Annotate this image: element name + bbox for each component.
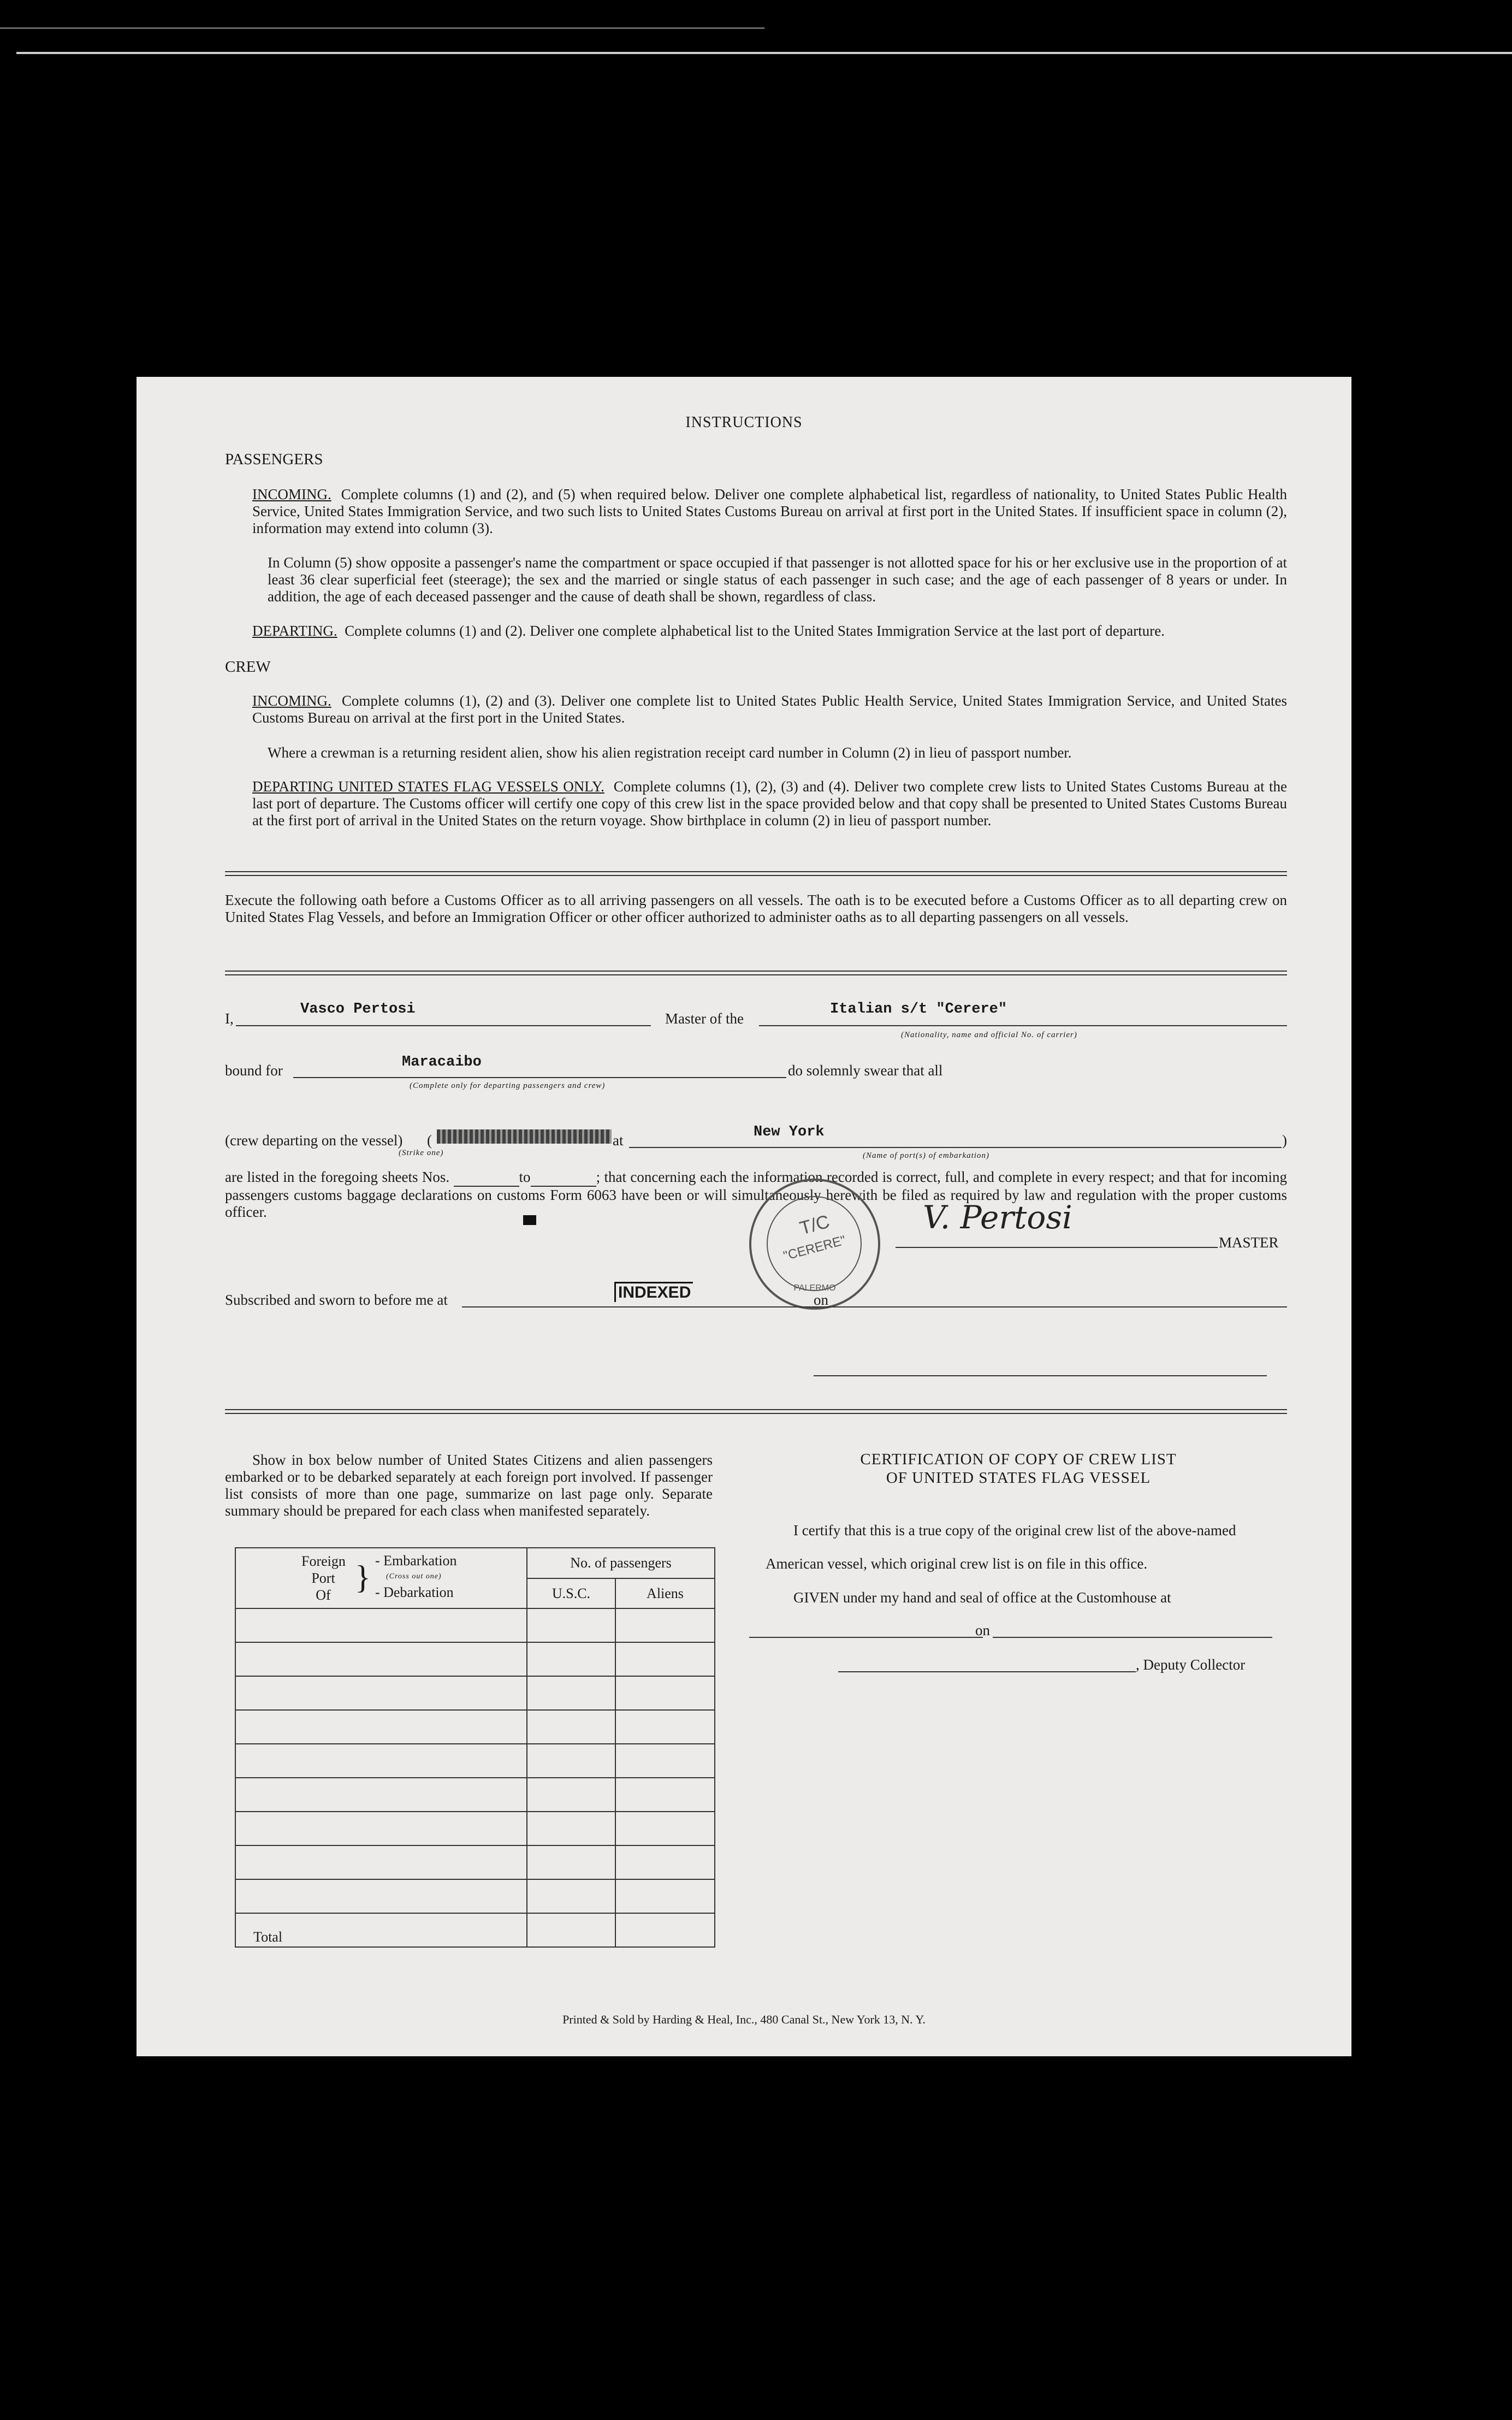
- bound-caption: (Complete only for departing passengers and crew): [410, 1081, 606, 1090]
- crew-departing-oath-label: (crew departing on the vessel): [225, 1132, 403, 1149]
- usc-header: U.S.C.: [527, 1578, 615, 1608]
- stamp-mid-text: "CERERE": [781, 1233, 847, 1264]
- stamp-bottom-text: PALERMO: [793, 1283, 836, 1293]
- crew-departing-text: Complete columns (1), (2), (3) and (4). Deliver two complete crew lists to United States Customs Bureau at the last port of departure. The Customs officer will certify one copy of this crew list in the space provided below and that copy shall be presented to United States Customs Bureau at the first port of arrival in the United States on the return voyage. Show birthplace in column (2) in lieu of passport number.: [252, 778, 1288, 829]
- master-name-line: [236, 1025, 651, 1026]
- crew-incoming: [252, 693, 1287, 726]
- printer-footer: Printed & Sold by Harding & Heal, Inc., 480 Canal St., New York 13, N. Y.: [562, 2013, 926, 2026]
- table-row[interactable]: [235, 1642, 715, 1676]
- embarkation-option[interactable]: - Embarkation: [375, 1553, 457, 1569]
- foreign-label: Foreign: [301, 1553, 346, 1569]
- vessel-line: [759, 1025, 1287, 1026]
- on-label: on: [814, 1292, 828, 1308]
- divider: [225, 875, 1287, 876]
- certification-date-line[interactable]: [993, 1637, 1272, 1638]
- total-row[interactable]: [235, 1913, 715, 1947]
- ink-blot: [523, 1215, 536, 1225]
- certification-text1: I certify that this is a true copy of the original crew list of the above-named: [793, 1522, 1236, 1539]
- table-row[interactable]: [235, 1812, 715, 1845]
- divider: [225, 1409, 1287, 1410]
- foreign-port-header: Foreign Port Of } - Embarkation (Cross out one) - Debarkation: [235, 1548, 527, 1608]
- stamp-top-text: T/C: [797, 1211, 832, 1239]
- sheet-from-field[interactable]: [454, 1169, 519, 1187]
- master-signature: V. Pertosi: [923, 1199, 1072, 1236]
- correct-text: ; that concerning each the information recorded is correct, full, and complete in every respect; and that for incoming passengers customs baggage declarations on customs Form 6063 have been or will simultaneously herewith be filed as required by law and regulation with the proper customs officer.: [225, 1169, 1287, 1220]
- i-label: I,: [225, 1010, 234, 1027]
- passengers-heading: PASSENGERS: [225, 451, 323, 468]
- bound-for-label: bound for: [225, 1062, 283, 1079]
- certification-title-line2: OF UNITED STATES FLAG VESSEL: [886, 1469, 1151, 1487]
- crew-departing-label: DEPARTING UNITED STATES FLAG VESSELS ONLY.: [252, 778, 604, 795]
- paren-open: (: [427, 1132, 432, 1149]
- table-row[interactable]: [235, 1710, 715, 1744]
- document-page: [137, 377, 1351, 2056]
- passengers-departing: [252, 623, 1287, 640]
- departing-label: DEPARTING.: [252, 623, 337, 639]
- port-label: Port: [311, 1570, 335, 1586]
- port-value[interactable]: New York: [754, 1124, 825, 1140]
- certification-on-label: on: [975, 1622, 990, 1638]
- table-row[interactable]: [235, 1879, 715, 1913]
- crew-incoming-label: INCOMING.: [252, 693, 331, 709]
- certification-title: [751, 1450, 1286, 1487]
- passengers-incoming: [252, 486, 1287, 537]
- departing-text: Complete columns (1) and (2). Deliver one complete alphabetical list to the United States Immigration Service at the last port of departure.: [345, 623, 1165, 639]
- vessel-seal-stamp: [749, 1179, 880, 1310]
- table-row[interactable]: [235, 1778, 715, 1812]
- crew-departing: [252, 778, 1287, 829]
- divider: [225, 971, 1287, 972]
- sheet-to-field[interactable]: [531, 1169, 596, 1187]
- oath-intro: Execute the following oath before a Customs Officer as to all arriving passengers on all vessels. The oath is to be executed before a Customs Officer as to all departing crew on United States Flag Vessels, and before an Immigration Officer or other officer authorized to administer oaths as to all departing passengers on all vessels.: [225, 892, 1287, 925]
- officer-signature-line: [814, 1375, 1267, 1376]
- divider: [225, 974, 1287, 975]
- certification-text2: American vessel, which original crew list is on file in this office.: [766, 1555, 1148, 1572]
- incoming-label: INCOMING.: [252, 486, 331, 502]
- certification-text3: GIVEN under my hand and seal of office at the Customhouse at: [793, 1589, 1171, 1606]
- deputy-collector-label: , Deputy Collector: [1136, 1656, 1246, 1673]
- master-name[interactable]: Vasco Pertosi: [300, 1001, 416, 1017]
- paren-close: ): [1282, 1132, 1287, 1149]
- total-label: Total: [235, 1913, 527, 1947]
- passengers-column5: In Column (5) show opposite a passenger's name the compartment or space occupied if that passenger is not allotted space for his or her exclusive use in the proportion of at least 36 clear superficial feet (steerage); the sex and the married or single status of each passenger in such case; and the age of each passenger of 8 years or under. In addition, the age of each deceased passenger and the cause of death shall be shown, regardless of class.: [268, 554, 1287, 605]
- debarkation-option[interactable]: - Debarkation: [375, 1584, 454, 1600]
- crew-heading: CREW: [225, 658, 271, 676]
- signature-line: [896, 1247, 1218, 1248]
- port-line: [629, 1147, 1282, 1148]
- bound-for-value[interactable]: Maracaibo: [402, 1054, 482, 1070]
- subscribed-label: Subscribed and sworn to before me at: [225, 1292, 448, 1308]
- divider: [225, 1413, 1287, 1414]
- bound-for-line: [293, 1077, 786, 1078]
- crew-resident: Where a crewman is a returning resident alien, show his alien registration receipt card number in Column (2) in lieu of passport number.: [268, 744, 1072, 761]
- master-label: MASTER: [1219, 1234, 1279, 1251]
- divider: [225, 871, 1287, 872]
- table-row[interactable]: [235, 1845, 715, 1879]
- passengers-header: No. of passengers: [527, 1548, 715, 1578]
- struck-out-text: [437, 1129, 612, 1144]
- sheets-label: are listed in the foregoing sheets Nos.: [225, 1169, 450, 1185]
- sheets-paragraph: [225, 1169, 1287, 1221]
- scan-edge-line: [0, 27, 764, 29]
- to-label: to: [519, 1169, 531, 1185]
- on-line: [833, 1306, 1287, 1307]
- table-row[interactable]: [235, 1608, 715, 1642]
- strike-caption: (Strike one): [399, 1149, 444, 1157]
- at-label: at: [613, 1132, 624, 1149]
- scan-edge-line: [16, 52, 1512, 54]
- certification-title-line1: CERTIFICATION OF COPY OF CREW LIST: [860, 1451, 1177, 1468]
- page-title: INSTRUCTIONS: [685, 414, 803, 431]
- crew-incoming-text: Complete columns (1), (2) and (3). Deliver one complete list to United States Public Health Service, United States Immigration Service, and United States Customs Bureau on arrival at the first port in the United States.: [252, 693, 1288, 726]
- aliens-header: Aliens: [615, 1578, 715, 1608]
- port-caption: (Name of port(s) of embarkation): [863, 1151, 989, 1160]
- passenger-summary-table: [235, 1547, 715, 1948]
- incoming-text: Complete columns (1) and (2), and (5) when required below. Deliver one complete alphabetical list, regardless of nationality, to United States Public Health Service, United States Immigration Service, and two such lists to United States Customs Bureau on arrival at first port in the United States. If insufficient space in column (2), information may extend into column (3).: [252, 486, 1287, 536]
- table-row[interactable]: [235, 1744, 715, 1778]
- table-row[interactable]: [235, 1676, 715, 1710]
- swear-text: do solemnly swear that all: [788, 1062, 943, 1079]
- vessel-name[interactable]: Italian s/t "Cerere": [830, 1001, 1007, 1017]
- vessel-caption: (Nationality, name and official No. of carrier): [901, 1031, 1077, 1039]
- cross-caption: (Cross out one): [386, 1572, 442, 1581]
- customhouse-line[interactable]: [749, 1637, 983, 1638]
- deputy-signature-line[interactable]: [838, 1671, 1136, 1672]
- master-of-label: Master of the: [665, 1010, 744, 1027]
- summary-intro: Show in box below number of United States Citizens and alien passengers embarked or to be debarked separately at each foreign port involved. If passenger list consists of more than one page, summarize on last page only. Separate summary should be prepared for each class when manifested separately.: [225, 1452, 713, 1519]
- indexed-stamp: INDEXED: [614, 1282, 693, 1302]
- of-label: Of: [316, 1587, 331, 1603]
